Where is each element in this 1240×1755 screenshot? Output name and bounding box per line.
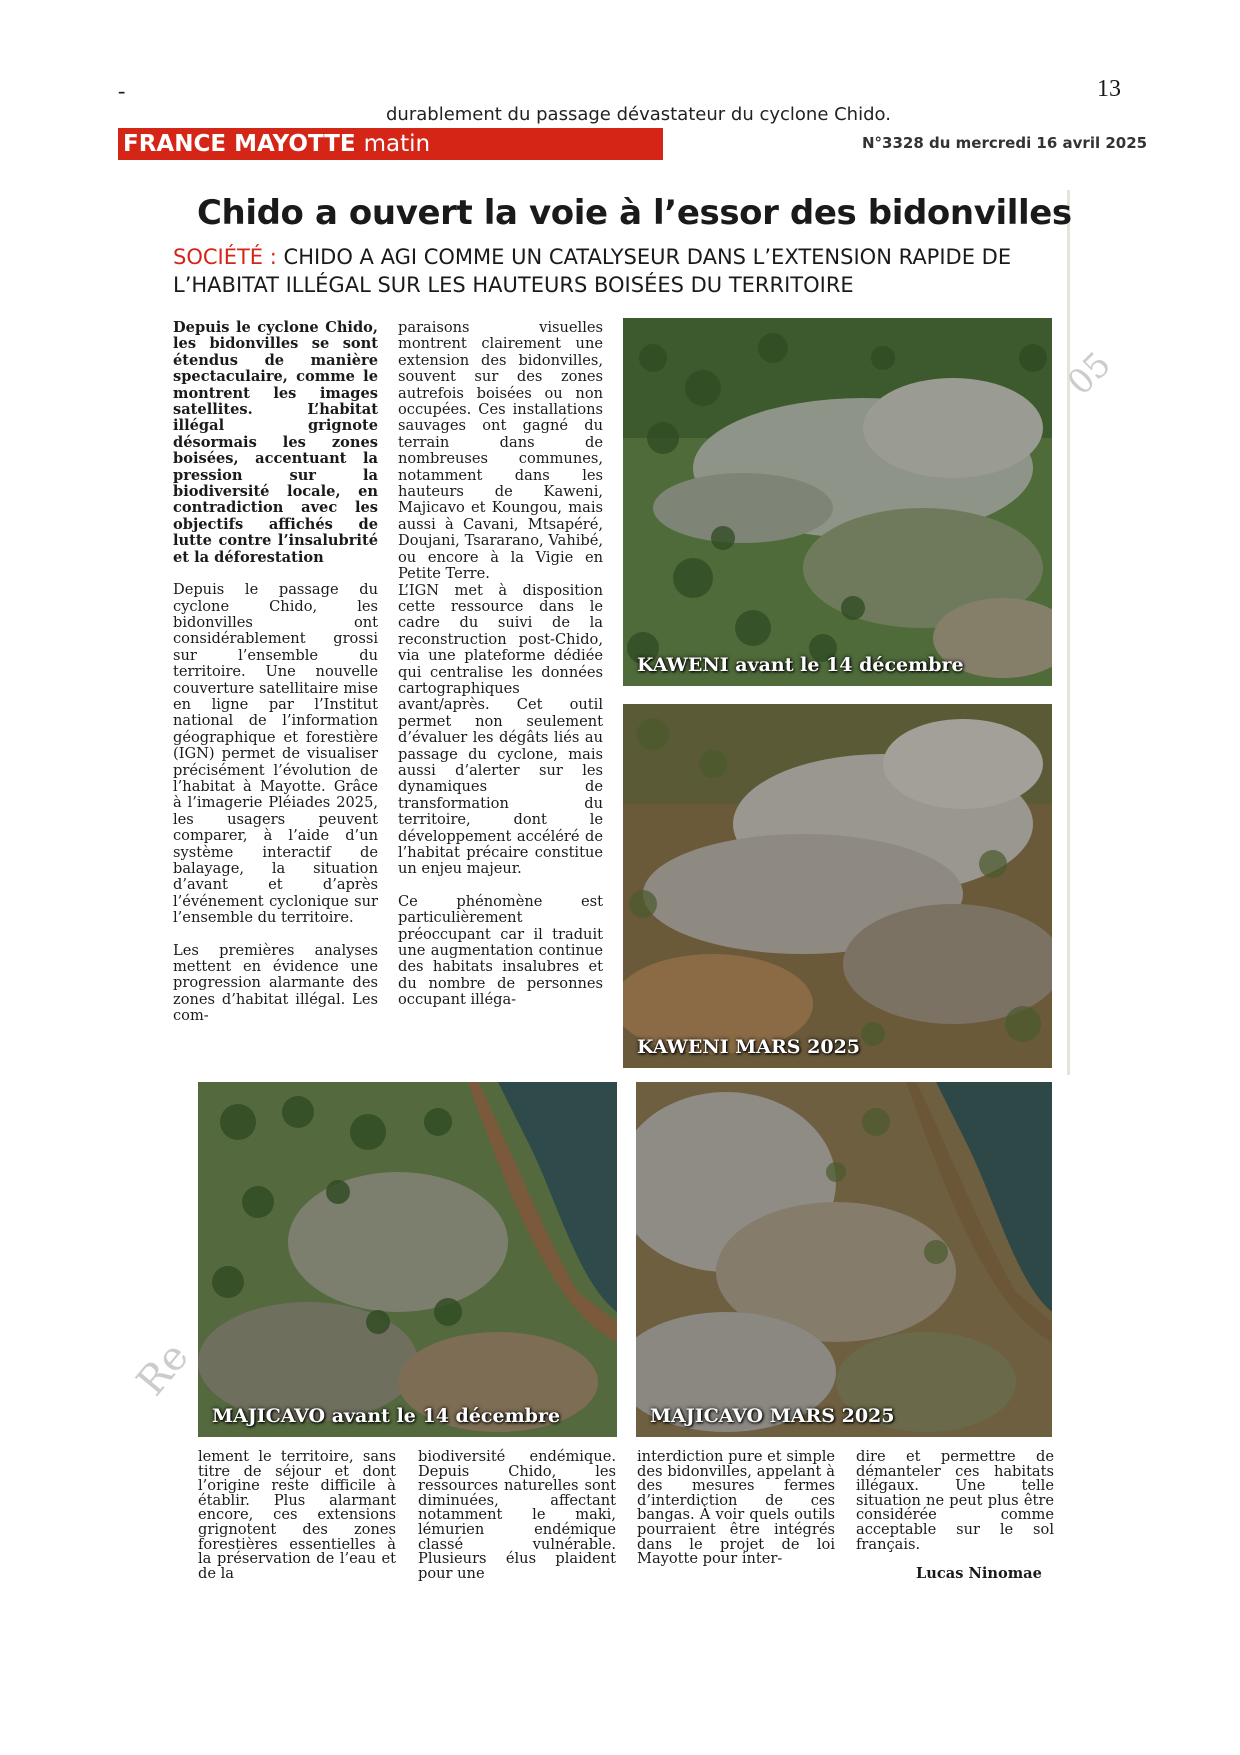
photo-caption: MAJICAVO MARS 2025 [650,1405,895,1427]
column-1-paragraph-2: Les premières analyses mettent en évidence une progression alarmante des zones d’habitat illégal. Les com- [173,941,378,1025]
intro-line: durablement du passage dévastateur du cyclone Chido. [386,104,891,125]
satellite-image-kaweni-before [623,318,1052,686]
photo-majicavo-before [198,1082,617,1437]
photo-caption: KAWENI avant le 14 décembre [637,654,964,676]
column-rule [1067,190,1070,1075]
article-lead: Depuis le cyclone Chido, les bidonvilles se sont étendus de manière spectaculaire, comme le montrent les images satellites. L’habitat illégal grignote désormais les zones boisées, accentuant la pression sur la biodiversité locale, en contradiction avec les objectifs affichés de lutte contre l’insalubrité et la déforestation [173,319,378,566]
byline: Lucas Ninomae [916,1565,1042,1582]
masthead-suffix: matin [363,131,431,157]
column-2-paragraph-3: Ce phénomène est particulièrement préoccupant car il traduit une augmentation continue des habitats insalubres et du nombre de personnes occupant illéga- [398,892,603,1009]
deck-kicker: SOCIÉTÉ : [173,245,277,269]
page-dash: - [118,78,126,103]
issue-line: N°3328 du mercredi 16 avril 2025 [862,134,1148,152]
bottom-column-2: biodiversité endémique. Depuis Chido, les ressources naturelles sont diminuées, affectant notamment le maki, lémurien endémique classé vulnérable. Plusieurs élus plaident pour une [418,1448,616,1582]
article-column-2 [398,320,603,1025]
satellite-image-majicavo-before [198,1082,617,1437]
photo-caption: MAJICAVO avant le 14 décembre [212,1405,561,1427]
satellite-image-kaweni-after [623,704,1052,1068]
article-deck [173,243,1053,299]
watermark-bottom-left: Re [128,1333,198,1405]
photo-kaweni-before [623,318,1052,686]
column-1-paragraph-1: Depuis le passage du cyclone Chido, les bidonvilles ont considérablement grossi sur l’ensemble du territoire. Une nouvelle couverture satellitaire mise en ligne par l’Institut national de l’information géographique et forestière (IGN) permet de visualiser précisément l’évolution de l’habitat à Mayotte. Grâce à l’imagerie Pléiades 2025, les usagers peuvent comparer, à l’aide d’un système interactif de balayage, la situation d’avant et d’après l’événement cyclonique sur l’ensemble du territoire. [173,581,378,927]
photo-caption: KAWENI MARS 2025 [637,1036,861,1058]
satellite-image-majicavo-after [636,1082,1052,1437]
bottom-column-1: lement le territoire, sans titre de séjour et dont l’origine reste difficile à établir. Plus alarmant encore, ces extensions grignotent des zones forestières essentielles à la préservation de l’eau et de la [198,1448,396,1582]
page-number: 13 [1097,76,1121,102]
photo-kaweni-march-2025 [623,704,1052,1068]
bottom-column-3: interdiction pure et simple des bidonvilles, appelant à des mesures fermes d’interdiction de ces bangas. À voir quels outils pourraient être intégrés dans le projet de loi Mayotte pour inter- [637,1448,835,1568]
column-2-paragraph-2: L’IGN met à disposition cette ressource dans le cadre du suivi de la reconstruction post-Chido, via une plateforme dédiée qui centralise les données cartographiques avant/après. Cet outil permet non seulement d’évaluer les dégâts liés au passage du cyclone, mais aussi d’alerter sur les dynamiques de transformation du territoire, dont le développement accéléré de l’habitat précaire constitue un enjeu majeur. [398,581,603,878]
article-headline: Chido a ouvert la voie à l’essor des bidonvilles [197,193,1072,233]
bottom-column-4: dire et permettre de démanteler ces habitats illégaux. Une telle situation ne peut plus être considérée comme acceptable sur le sol français. [856,1448,1054,1553]
deck-text: CHIDO A AGI COMME UN CATALYSEUR DANS L’EXTENSION RAPIDE DE L’HABITAT ILLÉGAL SUR LES HAUTEURS BOISÉES DU TERRITOIRE [173,245,1012,297]
masthead-name: FRANCE MAYOTTE [123,131,356,157]
masthead-banner [118,128,663,160]
watermark-top-right: 05 [1060,344,1119,404]
photo-majicavo-march-2025 [636,1082,1052,1437]
column-2-paragraph-1: paraisons visuelles montrent clairement une extension des bidonvilles, souvent sur des zones autrefois boisées ou non occupées. Ces installations sauvages ont gagné du terrain dans de nombreuses communes, notamment dans les hauteurs de Kaweni, Majicavo et Koungou, mais aussi à Cavani, Mtsapéré, Doujani, Tsararano, Vahibé, ou encore à la Vigie en Petite Terre. [398,319,603,583]
article-column-1 [173,320,378,1041]
